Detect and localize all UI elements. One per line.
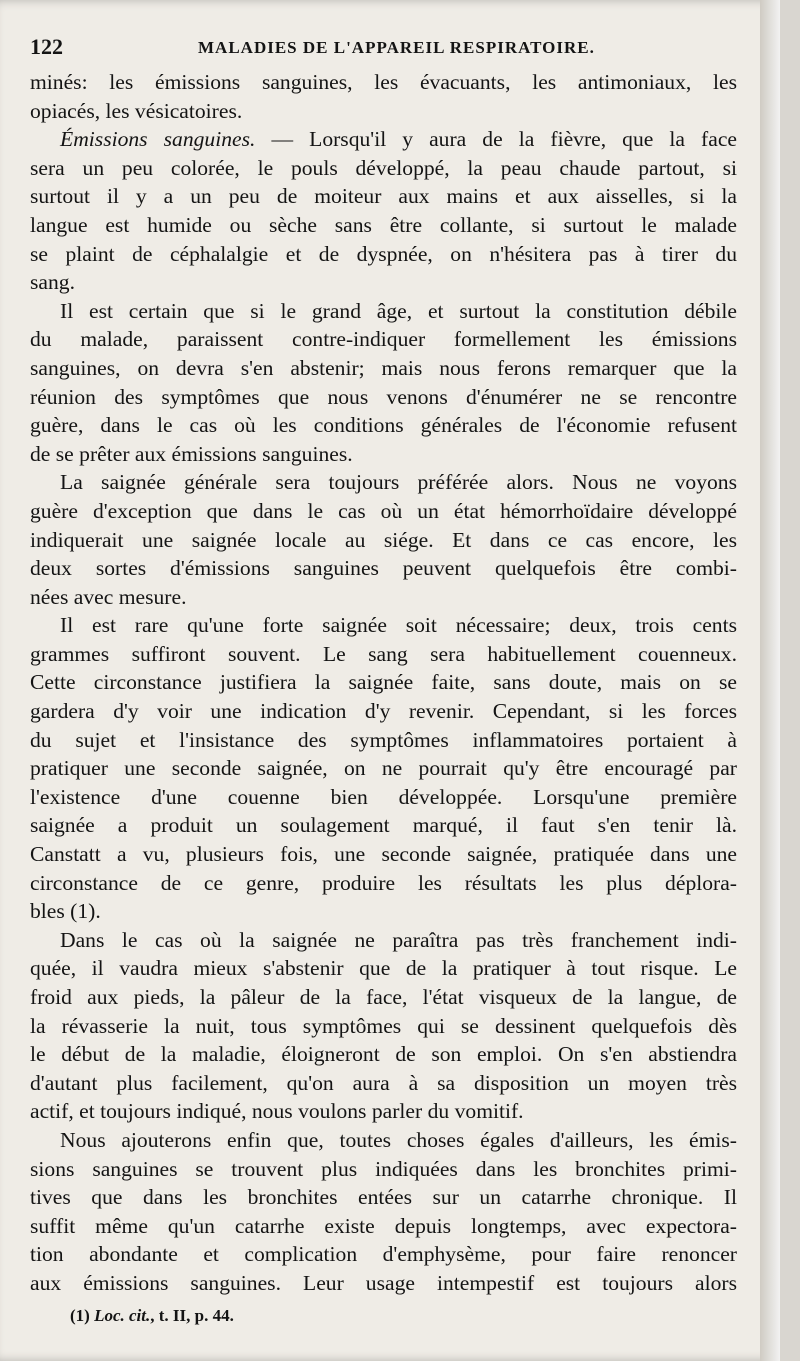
line-text: guère, dans le cas où les conditions générales de l'économie refusent <box>30 413 737 438</box>
line-text: Il est rare qu'une forte saignée soit nécessaire; deux, trois cents <box>60 613 737 638</box>
line-text: bles (1). <box>30 899 101 924</box>
line-text: sions sanguines se trouvent plus indiquées dans les bronchites primi- <box>30 1156 737 1181</box>
line-text: opiacés, les vésicatoires. <box>30 98 243 123</box>
line-text: la révasserie la nuit, tous symptômes qui se dessinent quelquefois dès <box>30 1013 737 1038</box>
footnote-reference: , t. II, p. 44. <box>150 1306 234 1325</box>
line-text: guère d'exception que dans le cas où un état hémorrhoïdaire développé <box>30 498 737 523</box>
text-line <box>30 554 737 583</box>
line-text: — Lorsqu'il y aura de la fièvre, que la face <box>255 127 737 152</box>
text-line <box>30 468 737 497</box>
line-text: surtout il y a un peu de moiteur aux mains et aux aisselles, si la <box>30 184 737 209</box>
text-line <box>30 1040 737 1069</box>
text-line <box>30 182 737 211</box>
text-line <box>30 497 737 526</box>
line-text: Il est certain que si le grand âge, et surtout la constitution débile <box>60 298 737 323</box>
text-line <box>30 1155 737 1184</box>
line-text: deux sortes d'émissions sanguines peuvent quelquefois être combi- <box>30 556 737 581</box>
text-line <box>30 268 737 297</box>
line-text: froid aux pieds, la pâleur de la face, l'état visqueux de la langue, de <box>30 985 737 1009</box>
text-line <box>30 297 737 326</box>
text-line <box>30 840 737 869</box>
line-text: pratiquer une seconde saignée, on ne pourrait qu'y être encouragé par <box>30 756 737 781</box>
text-line <box>30 611 737 640</box>
text-line <box>30 640 737 669</box>
line-text: d'autant plus facilement, qu'on aura à sa disposition un moyen très <box>30 1070 737 1095</box>
line-text: indiquerait une saignée locale au siége. Et dans ce cas encore, les <box>30 527 737 552</box>
text-line <box>30 926 737 955</box>
line-text: Canstatt a vu, plusieurs fois, une seconde saignée, pratiquée dans une <box>30 842 737 867</box>
line-text: l'existence d'une couenne bien développée. Lorsqu'une première <box>30 784 737 809</box>
line-text: aux émissions sanguines. Leur usage intempestif est toujours alors <box>30 1270 737 1295</box>
text-line <box>30 411 737 440</box>
text-line <box>30 325 737 354</box>
page-number: 122 <box>30 34 63 59</box>
line-text: minés: les émissions sanguines, les évacuants, les antimoniaux, les <box>30 70 737 94</box>
line-text: Dans le cas où la saignée ne paraîtra pas très franchement indi- <box>60 927 737 952</box>
text-line <box>30 897 737 926</box>
text-line <box>30 811 737 840</box>
text-line <box>30 97 737 126</box>
footnote-source: Loc. cit. <box>94 1306 151 1325</box>
line-text: saignée a produit un soulagement marqué, il faut s'en tenir là. <box>30 813 737 838</box>
text-line <box>30 526 737 555</box>
line-text: sang. <box>30 270 75 295</box>
text-line <box>30 583 737 612</box>
line-text: quée, il vaudra mieux s'abstenir que de la pratiquer à tout risque. Le <box>30 956 737 981</box>
text-line <box>30 983 737 1012</box>
text-line <box>30 68 737 97</box>
text-line <box>30 783 737 812</box>
text-line <box>30 1097 737 1126</box>
text-line <box>30 726 737 755</box>
line-text: tion abondante et complication d'emphysème, pour faire renoncer <box>30 1242 737 1267</box>
line-text: suffit même qu'un catarrhe existe depuis longtemps, avec expectora- <box>30 1213 737 1238</box>
line-text: Cette circonstance justifiera la saignée faite, sans doute, mais on se <box>30 670 737 695</box>
page-edge <box>760 0 780 1361</box>
section-heading: Émissions sanguines. <box>60 127 256 152</box>
footnote-marker: (1) <box>70 1306 90 1325</box>
line-text: Nous ajouterons enfin que, toutes choses égales d'ailleurs, les émis- <box>60 1127 737 1152</box>
text-line <box>30 1126 737 1155</box>
text-line <box>30 1269 737 1298</box>
text-line <box>30 354 737 383</box>
text-line <box>30 1183 737 1212</box>
text-line <box>30 1240 737 1269</box>
line-text: La saignée générale sera toujours préférée alors. Nous ne voyons <box>60 470 737 495</box>
text-line <box>30 869 737 898</box>
body-text <box>30 68 737 1298</box>
footnote <box>70 1306 234 1326</box>
line-text: réunion des symptômes que nous venons d'énumérer ne se rencontre <box>30 384 737 409</box>
line-text: gardera d'y voir une indication d'y revenir. Cependant, si les forces <box>30 699 737 724</box>
line-text: du malade, paraissent contre-indiquer formellement les émissions <box>30 327 737 352</box>
running-head: MALADIES DE L'APPAREIL RESPIRATOIRE. <box>198 38 595 57</box>
line-text: de se prêter aux émissions sanguines. <box>30 441 353 466</box>
line-text: se plaint de céphalalgie et de dyspnée, on n'hésitera pas à tirer du <box>30 241 737 266</box>
text-line <box>30 697 737 726</box>
line-text: actif, et toujours indiqué, nous voulons parler du vomitif. <box>30 1099 524 1124</box>
line-text: grammes suffiront souvent. Le sang sera habituellement couenneux. <box>30 641 737 666</box>
page-header <box>30 34 750 66</box>
line-text: sanguines, on devra s'en abstenir; mais nous ferons remarquer que la <box>30 355 737 380</box>
text-line <box>30 668 737 697</box>
text-line <box>30 1069 737 1098</box>
text-line <box>30 1212 737 1241</box>
text-line <box>30 1012 737 1041</box>
line-text: langue est humide ou sèche sans être collante, si surtout le malade <box>30 212 737 237</box>
text-line <box>30 383 737 412</box>
line-text: nées avec mesure. <box>30 584 187 609</box>
text-line <box>30 240 737 269</box>
text-line <box>30 754 737 783</box>
line-text: sera un peu colorée, le pouls développé, la peau chaude partout, si <box>30 155 737 180</box>
text-line <box>30 211 737 240</box>
text-line <box>30 440 737 469</box>
text-line <box>30 125 737 154</box>
line-text: du sujet et l'insistance des symptômes inflammatoires portaient à <box>30 727 737 752</box>
text-line <box>30 954 737 983</box>
text-line <box>30 154 737 183</box>
line-text: le début de la maladie, éloigneront de son emploi. On s'en abstiendra <box>30 1042 737 1067</box>
line-text: tives que dans les bronchites entées sur un catarrhe chronique. Il <box>30 1185 737 1210</box>
line-text: circonstance de ce genre, produire les résultats les plus déplora- <box>30 870 737 895</box>
